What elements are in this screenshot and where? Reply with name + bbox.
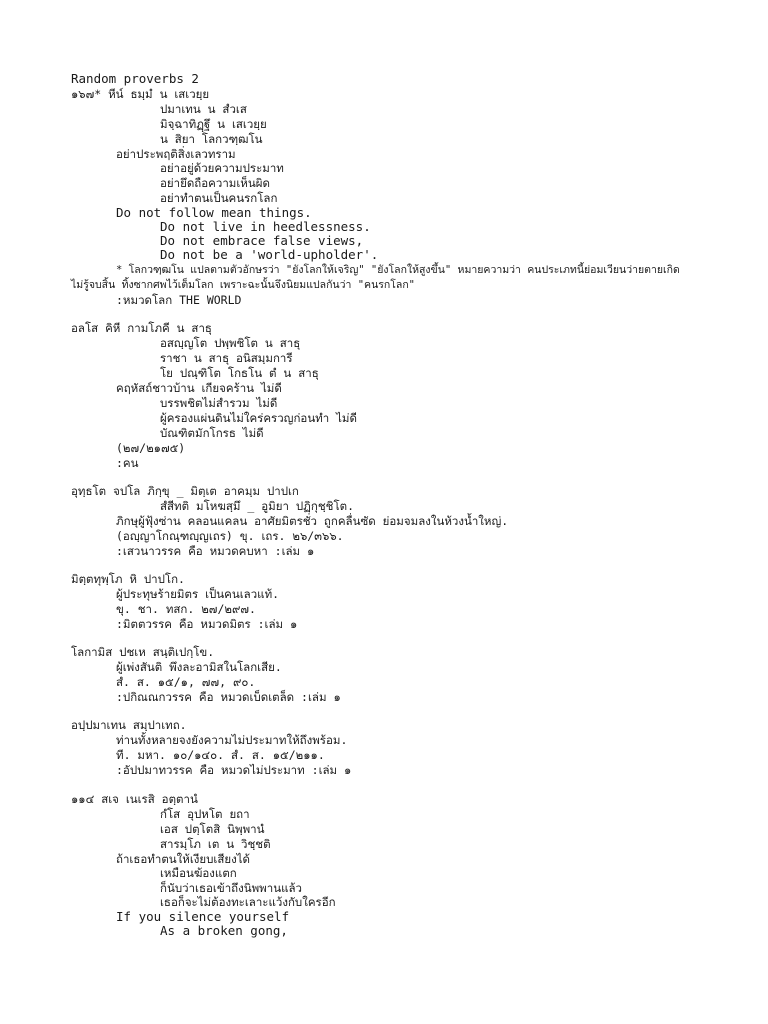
text-line: โย ปณฺฑิโต โกธโน ตํ น สาธุ: [160, 366, 319, 380]
category-line: :มิตตวรรค คือ หมวดมิตร :เล่ม ๑: [116, 617, 298, 631]
text-line: ภิกษุผู้ฟุ้งซ่าน คลอนแคลน อาศัยมิตรชั่ว ถูกคลื่นซัด ย่อมจมลงในห้วงน้ำใหญ่.: [116, 514, 509, 528]
text-line: ๑๑๔ สเจ เนเรสิ อตฺตานํ: [71, 792, 198, 806]
text-line: น สิยา โลกวฑฺฒโน: [160, 132, 263, 146]
text-line: ปมาเทน น สํวเส: [160, 102, 247, 116]
category-line: :คน: [116, 456, 139, 470]
category-line: :อัปปมาทวรรค คือ หมวดไม่ประมาท :เล่ม ๑: [116, 763, 352, 777]
footnote-line: ไม่รู้จบสิ้น ทิ้งซากศพไว้เต็มโลก เพราะฉะนั้นจึงนิยมแปลกันว่า "คนรกโลก": [71, 279, 415, 291]
text-line: บรรพชิตไม่สำรวม ไม่ดี: [160, 396, 278, 410]
text-line: ผู้ประทุษร้ายมิตร เป็นคนเลวแท้.: [116, 587, 280, 601]
text-line: อุทฺธโต จปโล ภิกฺขุ _ มิตฺเต อาคมฺม ปาปเก: [71, 484, 299, 498]
text-line: อย่ายึดถือความเห็นผิด: [160, 176, 270, 190]
text-line: สารมฺโภ เต น วิชฺชติ: [160, 837, 271, 851]
text-line: ราชา น สาธุ อนิสมฺมการี: [160, 351, 293, 365]
text-line: Do not be a 'world-upholder'.: [160, 247, 379, 262]
text-line: อย่าอยู่ด้วยความประมาท: [160, 161, 284, 175]
text-line: Do not embrace false views,: [160, 233, 364, 248]
text-line: Do not live in heedlessness.: [160, 219, 371, 234]
reference-line: ที. มหา. ๑๐/๑๔๐. สํ. ส. ๑๕/๒๑๑.: [116, 748, 325, 762]
text-line: If you silence yourself: [116, 909, 290, 924]
category-line: :เสวนาวรรค คือ หมวดคบหา :เล่ม ๑: [116, 544, 315, 558]
text-line: มิจฺฉาทิฏฺฐึ น เสเวยฺย: [160, 117, 267, 131]
text-line: อสญฺญโต ปพฺพชิโต น สาธุ: [160, 336, 301, 350]
text-line: เอส ปตฺโตสิ นิพฺพานํ: [160, 822, 265, 836]
text-line: As a broken gong,: [160, 923, 288, 938]
text-line: มิตฺตทุพฺโภ หิ ปาปโก.: [71, 572, 185, 586]
text-line: โลกามิส ปชเห สนฺติเปกฺโข.: [71, 645, 215, 659]
text-line: กํโส อุปหโต ยถา: [160, 807, 250, 821]
reference-line: (อญฺญาโกณฺฑญฺญเถร) ขุ. เถร. ๒๖/๓๖๖.: [116, 529, 344, 543]
text-line: อปฺปมาเทน สมฺปาเทถ.: [71, 718, 187, 732]
text-line: ท่านทั้งหลายจงยังความไม่ประมาทให้ถึงพร้อม.: [116, 733, 348, 747]
text-line: Do not follow mean things.: [116, 205, 312, 220]
reference-line: สํ. ส. ๑๕/๑, ๗๗, ๙๐.: [116, 675, 256, 689]
footnote-line: * โลกวฑฺฒโน แปลตามตัวอักษรว่า "ยังโลกให้เจริญ" "ยังโลกให้สูงขึ้น" หมายความว่า คนประเภทนี้ย่อมเวียนว่ายตายเกิด: [116, 264, 680, 276]
text-line: ถ้าเธอทำตนให้เงียบเสียงได้: [116, 852, 250, 866]
text-line: เธอก็จะไม่ต้องทะเลาะแว้งกับใครอีก: [160, 895, 336, 909]
text-line: อย่าประพฤติสิ่งเลวทราม: [116, 147, 236, 161]
document-title: Random proverbs 2: [71, 71, 199, 86]
reference-line: ขุ. ชา. ทสก. ๒๗/๒๙๗.: [116, 602, 256, 616]
text-line: ผู้เพ่งสันติ พึงละอามิสในโลกเสีย.: [116, 660, 282, 674]
text-line: บัณฑิตมักโกรธ ไม่ดี: [160, 426, 264, 440]
category-line: :ปกิณณกวรรค คือ หมวดเบ็ดเตล็ด :เล่ม ๑: [116, 690, 341, 704]
text-line: อย่าทำตนเป็นคนรกโลก: [160, 191, 278, 205]
text-line: คฤหัสถ์ชาวบ้าน เกียจคร้าน ไม่ดี: [116, 381, 282, 395]
text-line: สํสีทติ มโหฆสฺมึ _ อูมิยา ปฏิกุชฺชิโต.: [160, 499, 355, 513]
reference-line: (๒๗/๒๑๗๕): [116, 441, 186, 455]
text-line: ผู้ครองแผ่นดินไม่ใคร่ครวญก่อนทำ ไม่ดี: [160, 411, 357, 425]
text-line: ก็นับว่าเธอเข้าถึงนิพพานแล้ว: [160, 881, 302, 895]
text-line: เหมือนฆ้องแตก: [160, 866, 237, 880]
text-line: ๑๖๗* หีน์ ธมฺมํ น เสเวยฺย: [71, 87, 210, 101]
text-line: อลโส คิหี กามโภคี น สาธุ: [71, 321, 212, 335]
category-line: :หมวดโลก THE WORLD: [116, 293, 242, 307]
